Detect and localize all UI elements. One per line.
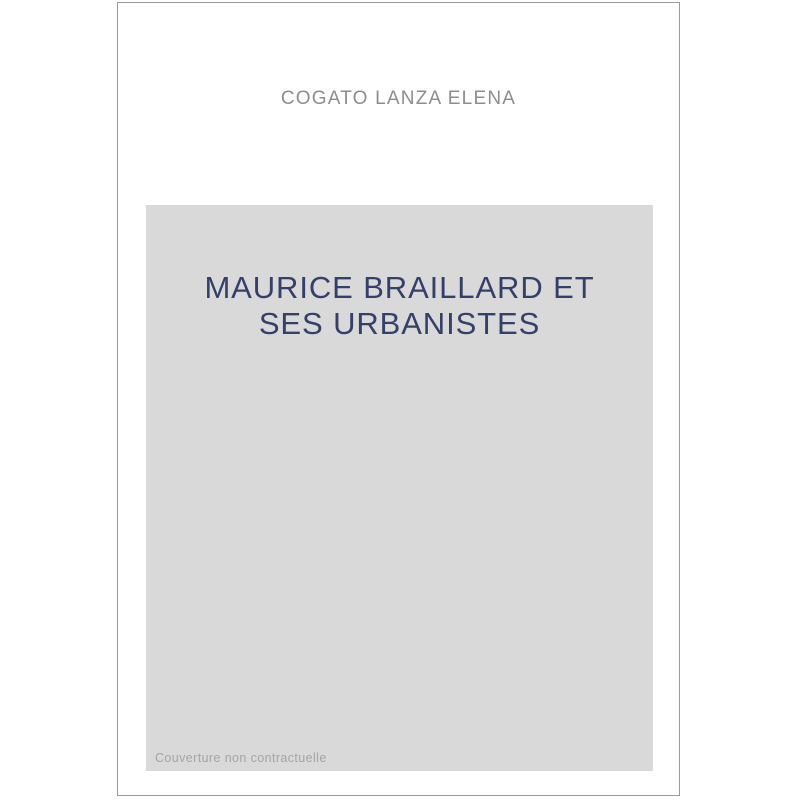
cover-placeholder-block xyxy=(146,205,653,771)
book-cover xyxy=(117,2,680,796)
book-title-line-1: MAURICE BRAILLARD ET xyxy=(204,270,595,305)
book-title-line-2: SES URBANISTES xyxy=(258,306,541,341)
disclaimer-text: Couverture non contractuelle xyxy=(155,751,327,765)
author-name: COGATO LANZA ELENA xyxy=(280,88,517,109)
book-title xyxy=(146,270,653,342)
